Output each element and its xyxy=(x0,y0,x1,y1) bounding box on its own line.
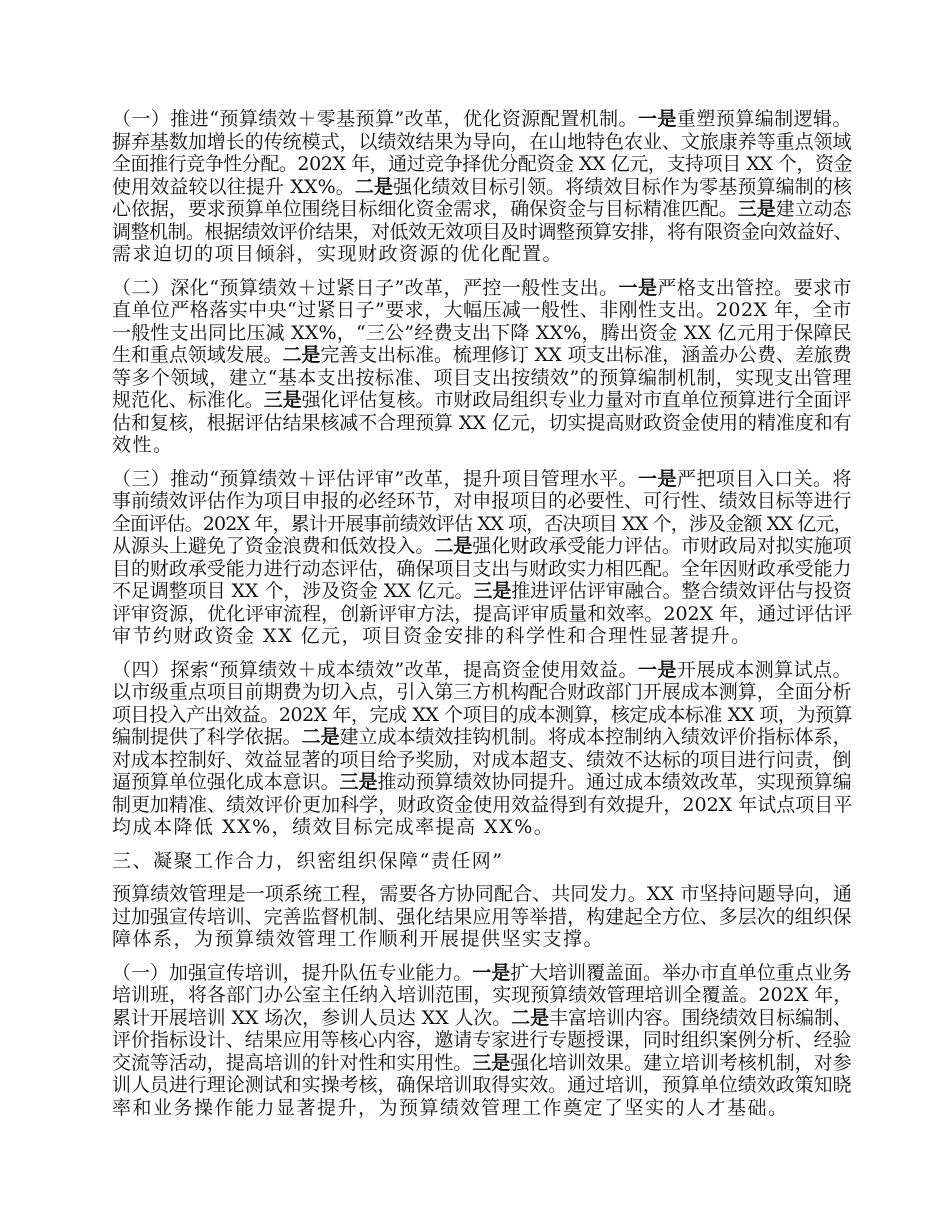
text-line xyxy=(112,131,852,154)
bold-keyword: 二是 xyxy=(434,535,473,557)
text-line xyxy=(112,108,852,131)
text-line xyxy=(112,1052,852,1075)
text-line xyxy=(112,794,852,817)
text-line xyxy=(112,434,852,457)
text-run: 项目投入产出效益。202X 年，完成 XX 个项目的成本测算，核定成本标准 XX 项，为预算 xyxy=(112,703,853,726)
text-line xyxy=(112,412,852,435)
text-line xyxy=(112,749,852,772)
text-run: 调整机制。根据绩效评价结果，对低效无效项目及时调整预算安排，将有限资金向效益好、 xyxy=(112,220,853,243)
text-line xyxy=(112,659,852,682)
paragraph xyxy=(112,962,852,1120)
text-line xyxy=(112,322,852,345)
text-run: 制更加精准、绩效评价更加科学，财政资金使用效益得到有效提升，202X 年试点项目平 xyxy=(112,793,853,816)
text-run: 培训班，将各部门办公室主任纳入培训范围，实现预算绩效管理培训全覆盖。202X 年， xyxy=(112,984,853,1006)
text-line xyxy=(112,1007,852,1030)
text-run: 强化评估复核。市财政局组织专业力量对市直单位预算进行全面评 xyxy=(301,389,852,411)
text-run: 预算绩效管理是一项系统工程，需要各方协同配合、共同发力。XX 市坚持问题导向，通 xyxy=(112,883,853,905)
bold-keyword: 二是 xyxy=(511,1006,550,1029)
bold-keyword: 三是 xyxy=(473,580,512,602)
text-run: 严格支出管控。要求市 xyxy=(657,276,852,299)
text-run: 障体系，为预算绩效管理工作顺利开展提供坚实支撑。 xyxy=(112,928,605,950)
text-run: 均成本降低 XX%，绩效目标完成率提高 XX%。 xyxy=(112,816,555,838)
text-line xyxy=(112,468,852,491)
text-line xyxy=(112,1097,852,1120)
paragraph xyxy=(112,883,852,951)
bold-keyword: 一是 xyxy=(638,467,677,490)
text-run: 训人员进行理论测试和实操考核，确保培训取得实效。通过培训，预算单位绩效政策知晓 xyxy=(112,1074,852,1096)
text-run: 审节约财政资金 XX 亿元，项目资金安排的科学性和合理性显著提升。 xyxy=(112,625,752,647)
text-run: 评价指标设计、结果应用等核心内容，邀请专家进行专题授课，同时组织案例分析、经验 xyxy=(112,1029,852,1051)
bold-keyword: 一是 xyxy=(472,961,511,984)
text-line xyxy=(112,513,852,536)
text-line xyxy=(112,243,852,266)
text-line xyxy=(112,367,852,390)
text-line xyxy=(112,277,852,300)
text-line xyxy=(112,1074,852,1097)
text-run: 不足调整项目 XX 个，涉及资金 XX 亿元。 xyxy=(112,580,474,602)
text-run: （一）推进“预算绩效＋零基预算”改革，优化资源配置机制。 xyxy=(112,108,638,130)
text-line xyxy=(112,580,852,603)
text-line xyxy=(112,198,852,221)
text-line xyxy=(112,490,852,513)
text-run: 对成本控制好、效益显著的项目给予奖励，对成本超支、绩效不达标的项目进行问责，倒 xyxy=(112,748,852,771)
text-line xyxy=(112,726,852,749)
bold-keyword: 二是 xyxy=(301,726,340,748)
paragraph xyxy=(112,468,852,648)
text-run: （三）推动“预算绩效＋评估评审”改革，提升项目管理水平。 xyxy=(112,467,638,490)
text-run: 评审资源，优化评审流程，创新评审方法，提高评审质量和效率。202X 年，通过评估评 xyxy=(112,602,853,625)
text-run: 生和重点领域发展。 xyxy=(112,344,283,366)
text-line xyxy=(112,558,852,581)
text-run: 累计开展培训 XX 场次，参训人员达 XX 人次。 xyxy=(112,1006,512,1029)
text-line xyxy=(112,681,852,704)
text-run: 心依据，要求预算单位围绕目标细化资金需求，确保资金与目标精准匹配。 xyxy=(112,198,738,220)
text-run: 一般性支出同比压减 XX%，“三公”经费支出下降 XX%，腾出资金 XX 亿元用于保障民 xyxy=(112,321,852,344)
text-run: 编制提供了科学依据。 xyxy=(112,726,302,748)
text-run: 规范化、标准化。 xyxy=(112,389,264,411)
text-run: 强化财政承受能力评估。市财政局对拟实施项 xyxy=(472,535,852,557)
text-line xyxy=(112,984,852,1007)
text-run: 逼预算单位强化成本意识。 xyxy=(112,771,340,793)
text-run: 需求迫切的项目倾斜，实现财政资源的优化配置。 xyxy=(112,243,564,265)
paragraph xyxy=(112,277,852,457)
text-run: 严把项目入口关。将 xyxy=(676,467,852,490)
text-run: 等多个领域，建立“基本支出按标准、项目支出按绩效”的预算编制机制，实现支出管理 xyxy=(112,366,852,389)
text-run: 重塑预算编制逻辑。 xyxy=(676,108,852,130)
text-run: 全面评估。202X 年，累计开展事前绩效评估 XX 项，否决项目 XX 个，涉及金额 XX 亿元， xyxy=(112,512,852,535)
text-line xyxy=(112,299,852,322)
text-run: 三、凝聚工作合力，织密组织保障“责任网” xyxy=(112,849,504,872)
text-run: 推进评估评审融合。整合绩效评估与投资 xyxy=(511,580,852,602)
text-run: 交流等活动，提高培训的针对性和实用性。 xyxy=(112,1051,473,1074)
text-run: 扩大培训覆盖面。举办市直单位重点业务 xyxy=(510,961,852,984)
text-line xyxy=(112,850,852,873)
text-line xyxy=(112,625,852,648)
text-run: 使用效益较以往提升 XX%。 xyxy=(112,175,355,198)
text-line xyxy=(112,344,852,367)
bold-keyword: 三是 xyxy=(472,1051,511,1074)
text-line xyxy=(112,962,852,985)
text-run: 目的财政承受能力进行动态评估，确保项目支出与财政实力相匹配。全年因财政承受能力 xyxy=(112,557,852,580)
text-run: 效性。 xyxy=(112,434,174,456)
text-run: 完善支出标准。梳理修订 XX 项支出标准，涵盖办公费、差旅费 xyxy=(320,344,852,366)
text-run: 率和业务操作能力显著提升，为预算绩效管理工作奠定了坚实的人才基础。 xyxy=(112,1096,789,1119)
text-run: （四）探索“预算绩效＋成本绩效”改革，提高资金使用效益。 xyxy=(112,658,638,681)
document-body xyxy=(112,108,852,1130)
text-line xyxy=(112,816,852,839)
text-run: 从源头上避免了资金浪费和低效投入。 xyxy=(112,535,435,557)
text-line xyxy=(112,535,852,558)
text-line xyxy=(112,603,852,626)
text-line xyxy=(112,176,852,199)
text-line xyxy=(112,389,852,412)
text-line xyxy=(112,771,852,794)
bold-keyword: 三是 xyxy=(339,771,378,793)
text-line xyxy=(112,906,852,929)
paragraph xyxy=(112,659,852,839)
bold-keyword: 一是 xyxy=(638,658,677,681)
bold-keyword: 一是 xyxy=(618,276,658,299)
text-line xyxy=(112,928,852,951)
bold-keyword: 二是 xyxy=(354,175,394,198)
text-run: 摒弃基数加增长的传统模式，以绩效结果为导向，在山地特色农业、文旅康养等重点领域 xyxy=(112,130,852,153)
text-line xyxy=(112,704,852,727)
bold-keyword: 三是 xyxy=(263,389,302,411)
text-run: 强化培训效果。建立培训考核机制，对参 xyxy=(510,1051,852,1074)
text-run: （二）深化“预算绩效＋过紧日子”改革，严控一般性支出。 xyxy=(112,276,619,299)
section-heading xyxy=(112,850,852,873)
text-run: 直单位严格落实中央“过紧日子”要求，大幅压减一般性、非刚性支出。202X 年，全市 xyxy=(112,299,852,321)
text-run: 推动预算绩效协同提升。通过成本绩效改革，实现预算编 xyxy=(377,771,852,793)
text-run: 过加强宣传培训、完善监督机制、强化结果应用等举措，构建起全方位、多层次的组织保 xyxy=(112,905,852,928)
text-run: 估和复核，根据评估结果核减不合理预算 XX 亿元，切实提高财政资金使用的精准度和有 xyxy=(112,411,852,434)
text-line xyxy=(112,221,852,244)
text-run: 丰富培训内容。围绕绩效目标编制、 xyxy=(549,1006,852,1029)
paragraph xyxy=(112,108,852,266)
bold-keyword: 二是 xyxy=(282,344,321,366)
text-run: 全面推行竞争性分配。202X 年，通过竞争择优分配资金 XX 亿元，支持项目 XX 个，资金 xyxy=(112,153,853,175)
text-run: 以市级重点项目前期费为切入点，引入第三方机构配合财政部门开展成本测算，全面分析 xyxy=(112,681,852,703)
bold-keyword: 一是 xyxy=(638,108,677,130)
text-run: 强化绩效目标引领。将绩效目标作为零基预算编制的核 xyxy=(393,175,853,198)
text-run: 事前绩效评估作为项目申报的必经环节，对申报项目的必要性、可行性、绩效目标等进行 xyxy=(112,490,852,512)
text-line xyxy=(112,883,852,906)
text-line xyxy=(112,1029,852,1052)
bold-keyword: 三是 xyxy=(737,198,776,220)
text-run: 开展成本测算试点。 xyxy=(676,658,852,681)
text-line xyxy=(112,153,852,176)
text-run: 建立动态 xyxy=(775,198,852,220)
text-run: （一）加强宣传培训，提升队伍专业能力。 xyxy=(112,961,473,984)
text-run: 建立成本绩效挂钩机制。将成本控制纳入绩效评价指标体系， xyxy=(339,726,852,748)
